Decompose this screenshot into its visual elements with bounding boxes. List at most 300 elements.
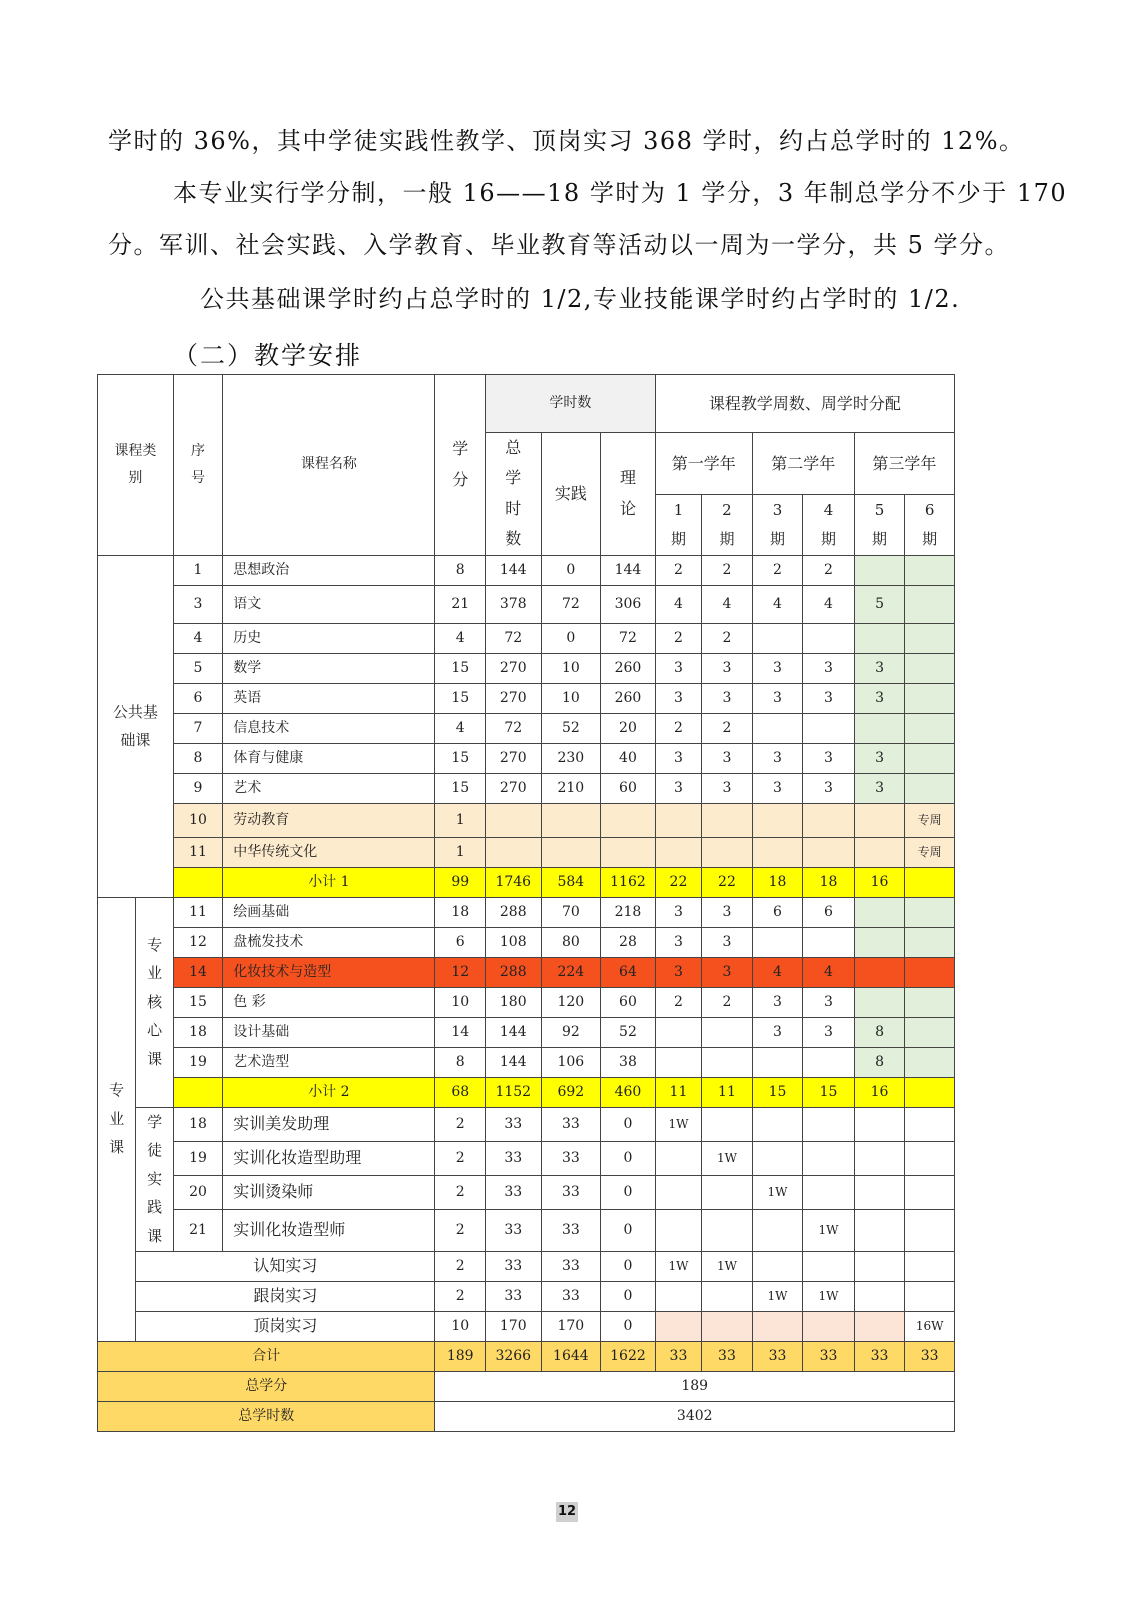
term-1-cell: 3 [655,897,701,927]
subtotal-number [173,867,223,897]
term-6-cell [905,555,955,585]
credit-cell: 2 [435,1141,486,1175]
term-4-cell: 3 [803,653,855,683]
header-term-4 [803,495,855,555]
header-category-label: 课程类别 [114,443,157,486]
course-name: 实训化妆造型师 [223,1209,435,1251]
total-hours-cell: 108 [485,927,541,957]
credit-cell: 10 [435,1311,486,1341]
practice-cell: 0 [541,623,601,653]
term-2-cell [702,1047,753,1077]
course-name: 信息技术 [223,713,435,743]
term-4-cell: 33 [803,1341,855,1371]
term-1-cell: 11 [655,1077,701,1107]
practice-cell: 584 [541,867,601,897]
total-hours-cell: 72 [485,623,541,653]
total-hours-cell: 288 [485,957,541,987]
row-number: 9 [173,773,223,803]
course-name: 语文 [223,585,435,623]
row-number: 5 [173,653,223,683]
row-number: 18 [173,1017,223,1047]
row-number: 11 [173,837,223,867]
term-6-cell [905,1209,955,1251]
term-6-cell: 专周 [905,837,955,867]
term-1-cell: 3 [655,927,701,957]
term-1-cell: 1W [655,1251,701,1281]
practice-cell: 72 [541,585,601,623]
table-row [98,1047,955,1077]
term-1-cell [655,1311,701,1341]
term-3-cell: 3 [752,987,803,1017]
term-6-label: 6期 [922,501,938,548]
header-weekly-group: 课程教学周数、周学时分配 [655,375,954,433]
table-row [98,1175,955,1209]
credit-cell: 2 [435,1251,486,1281]
header-total-hours [485,433,541,556]
course-name: 英语 [223,683,435,713]
term-5-cell [854,1209,905,1251]
row-number: 21 [173,1209,223,1251]
term-5-cell [854,1251,905,1281]
paragraph-3: 分。军训、社会实践、入学教育、毕业教育等活动以一周为一学分，共 5 学分。 [108,231,1011,259]
internship-name: 顶岗实习 [136,1311,435,1341]
course-name: 中华传统文化 [223,837,435,867]
credit-cell: 14 [435,1017,486,1047]
header-row-1 [98,375,955,433]
term-5-cell: 16 [854,867,905,897]
term-2-cell: 33 [702,1341,753,1371]
table-row [98,1209,955,1251]
practice-cell: 106 [541,1047,601,1077]
theory-cell: 260 [601,683,656,713]
term-3-cell: 6 [752,897,803,927]
category-public-basic [98,555,174,897]
total-hours-row [98,1401,955,1431]
term-3-cell [752,1209,803,1251]
term-2-cell [702,1281,753,1311]
theory-cell: 306 [601,585,656,623]
table-row [98,683,955,713]
term-3-label: 3期 [769,501,785,548]
credit-cell: 2 [435,1209,486,1251]
practice-cell: 10 [541,653,601,683]
table-row [98,803,955,837]
grand-total-label: 合计 [98,1341,435,1371]
term-2-cell: 2 [702,623,753,653]
term-3-cell: 1W [752,1281,803,1311]
total-hours-cell: 33 [485,1281,541,1311]
term-2-cell: 3 [702,927,753,957]
table-row [98,773,955,803]
total-hours-cell: 3266 [485,1341,541,1371]
total-hours-cell: 270 [485,773,541,803]
total-hours-label: 总学时数 [98,1401,435,1431]
term-6-cell [905,897,955,927]
theory-cell: 460 [601,1077,656,1107]
practice-cell: 120 [541,987,601,1017]
term-3-cell [752,1107,803,1141]
credit-cell: 68 [435,1077,486,1107]
total-hours-cell: 170 [485,1311,541,1341]
header-year3: 第三学年 [854,433,954,495]
table-row [98,897,955,927]
term-4-cell: 3 [803,1017,855,1047]
term-1-cell [655,1281,701,1311]
course-name: 艺术造型 [223,1047,435,1077]
table-row [98,743,955,773]
theory-cell: 40 [601,743,656,773]
table-row [98,1311,955,1341]
credit-cell: 15 [435,683,486,713]
term-4-cell: 1W [803,1281,855,1311]
header-theory-label: 理论 [619,468,636,518]
row-number: 20 [173,1175,223,1209]
header-credits [435,375,486,556]
practice-cell: 92 [541,1017,601,1047]
practice-cell: 33 [541,1107,601,1141]
total-hours-cell [485,837,541,867]
theory-cell: 218 [601,897,656,927]
table-row [98,957,955,987]
term-5-cell: 16 [854,1077,905,1107]
term-4-cell: 3 [803,683,855,713]
course-name: 思想政治 [223,555,435,585]
theory-cell: 0 [601,1107,656,1141]
term-3-cell: 3 [752,683,803,713]
term-6-cell [905,1017,955,1047]
term-6-cell [905,1077,955,1107]
term-6-cell [905,1047,955,1077]
header-year1 [655,433,752,495]
term-3-cell [752,837,803,867]
term-6-cell [905,623,955,653]
theory-cell: 0 [601,1281,656,1311]
theory-cell: 0 [601,1141,656,1175]
practice-cell: 224 [541,957,601,987]
total-hours-cell: 33 [485,1107,541,1141]
header-year1-label: 第一学年 [671,453,736,473]
term-6-cell [905,1281,955,1311]
row-number: 8 [173,743,223,773]
course-name: 体育与健康 [223,743,435,773]
term-6-cell [905,927,955,957]
term-2-cell [702,1017,753,1047]
credit-cell: 4 [435,713,486,743]
term-4-cell: 3 [803,987,855,1017]
term-6-cell [905,1141,955,1175]
credit-cell: 8 [435,1047,486,1077]
credit-cell: 2 [435,1281,486,1311]
row-number: 6 [173,683,223,713]
header-term-3 [752,495,803,555]
term-1-cell: 3 [655,653,701,683]
term-5-cell: 3 [854,683,905,713]
theory-cell: 0 [601,1175,656,1209]
header-total-hours-label: 总学时数 [505,438,522,549]
paragraph-4: 公共基础课学时约占总学时的 1/2,专业技能课学时约占学时的 1/2. [200,285,961,313]
practice-cell: 70 [541,897,601,927]
term-2-cell: 11 [702,1077,753,1107]
term-6-cell [905,1107,955,1141]
total-hours-cell: 270 [485,743,541,773]
term-2-cell [702,1107,753,1141]
header-category [98,375,174,556]
term-6-cell [905,957,955,987]
header-credits-label: 学分 [452,439,469,489]
term-5-cell [854,1107,905,1141]
theory-cell: 1622 [601,1341,656,1371]
term-1-cell: 2 [655,555,701,585]
table-row [98,927,955,957]
term-4-cell: 6 [803,897,855,927]
practice-cell: 52 [541,713,601,743]
term-3-cell: 3 [752,653,803,683]
total-credits-row [98,1371,955,1401]
term-6-cell [905,743,955,773]
term-5-cell [854,987,905,1017]
term-6-cell [905,713,955,743]
theory-cell: 72 [601,623,656,653]
term-6-cell [905,867,955,897]
category-apprentice-label: 学徒实践课 [147,1112,163,1245]
credit-cell: 6 [435,927,486,957]
term-3-cell: 3 [752,773,803,803]
total-hours-cell: 378 [485,585,541,623]
term-6-cell [905,773,955,803]
total-hours-cell: 270 [485,653,541,683]
theory-cell: 0 [601,1251,656,1281]
term-2-cell: 3 [702,743,753,773]
term-4-cell: 3 [803,743,855,773]
header-year2: 第二学年 [752,433,854,495]
term-2-cell: 2 [702,555,753,585]
course-name: 绘画基础 [223,897,435,927]
internship-name: 认知实习 [136,1251,435,1281]
term-6-cell: 16W [905,1311,955,1341]
header-term-6 [905,495,955,555]
term-5-cell: 3 [854,653,905,683]
course-name: 化妆技术与造型 [223,957,435,987]
table-row [98,1251,955,1281]
term-3-cell [752,623,803,653]
term-6-cell [905,1175,955,1209]
practice-cell: 33 [541,1251,601,1281]
theory-cell: 144 [601,555,656,585]
practice-cell: 80 [541,927,601,957]
term-3-cell [752,927,803,957]
header-theory [601,433,656,556]
header-term-1 [655,495,701,555]
table-body [98,375,955,1432]
row-number: 18 [173,1107,223,1141]
credit-cell: 4 [435,623,486,653]
term-2-cell: 4 [702,585,753,623]
table-row [98,987,955,1017]
table-row [98,713,955,743]
category-apprentice [136,1107,173,1251]
term-5-cell [854,1141,905,1175]
table-row [98,1141,955,1175]
course-name: 色 彩 [223,987,435,1017]
term-2-cell: 3 [702,773,753,803]
total-hours-cell: 33 [485,1141,541,1175]
table-row [98,1017,955,1047]
practice-cell: 170 [541,1311,601,1341]
term-5-cell: 8 [854,1017,905,1047]
subtotal-row [98,1077,955,1107]
practice-cell [541,837,601,867]
term-2-cell [702,1311,753,1341]
term-1-cell [655,1209,701,1251]
term-4-cell [803,1047,855,1077]
category-public-basic-label: 公共基础课 [112,702,158,750]
credit-cell: 1 [435,837,486,867]
term-1-cell [655,1175,701,1209]
paragraph-2: 本专业实行学分制，一般 16——18 学时为 1 学分，3 年制总学分不少于 170 [173,179,1068,207]
table-row [98,837,955,867]
term-1-cell: 2 [655,713,701,743]
course-name: 盘梳发技术 [223,927,435,957]
term-4-cell [803,1141,855,1175]
total-hours-cell: 144 [485,1017,541,1047]
term-5-cell: 8 [854,1047,905,1077]
credit-cell: 12 [435,957,486,987]
term-4-cell: 4 [803,957,855,987]
term-6-cell [905,683,955,713]
term-1-cell: 3 [655,773,701,803]
course-name: 实训烫染师 [223,1175,435,1209]
term-4-cell [803,837,855,867]
credit-cell: 1 [435,803,486,837]
practice-cell: 33 [541,1175,601,1209]
term-6-cell [905,653,955,683]
theory-cell: 60 [601,987,656,1017]
theory-cell: 1162 [601,867,656,897]
term-5-cell [854,803,905,837]
practice-cell: 33 [541,1209,601,1251]
term-2-cell [702,837,753,867]
theory-cell: 260 [601,653,656,683]
term-3-cell [752,1047,803,1077]
row-number: 19 [173,1047,223,1077]
term-3-cell: 4 [752,585,803,623]
term-4-cell [803,623,855,653]
paragraph-1: 学时的 36%，其中学徒实践性教学、顶岗实习 368 学时，约占总学时的 12%。 [108,127,1025,155]
term-3-cell: 33 [752,1341,803,1371]
term-4-cell: 2 [803,555,855,585]
term-4-cell: 4 [803,585,855,623]
term-4-label: 4期 [820,501,836,548]
row-number: 4 [173,623,223,653]
term-3-cell: 15 [752,1077,803,1107]
term-3-cell [752,1141,803,1175]
term-5-cell: 3 [854,743,905,773]
term-1-cell [655,1047,701,1077]
term-4-cell [803,927,855,957]
credit-cell: 21 [435,585,486,623]
practice-cell: 33 [541,1141,601,1175]
row-number: 19 [173,1141,223,1175]
header-number-label: 序号 [191,443,206,486]
header-hours-group: 学时数 [485,375,655,433]
credit-cell: 15 [435,743,486,773]
total-hours-cell [485,803,541,837]
section-heading: （二）教学安排 [173,341,363,370]
term-3-cell [752,1251,803,1281]
term-2-cell: 22 [702,867,753,897]
credit-cell: 99 [435,867,486,897]
course-name: 艺术 [223,773,435,803]
total-hours-cell: 144 [485,555,541,585]
total-hours-cell: 33 [485,1209,541,1251]
term-6-cell [905,987,955,1017]
term-4-cell [803,1311,855,1341]
course-name: 数学 [223,653,435,683]
term-1-cell: 2 [655,623,701,653]
credit-cell: 15 [435,653,486,683]
term-6-cell [905,585,955,623]
term-5-cell [854,1175,905,1209]
term-1-cell: 33 [655,1341,701,1371]
term-2-cell: 3 [702,897,753,927]
term-5-cell [854,555,905,585]
header-term-5 [854,495,905,555]
total-hours-cell: 33 [485,1251,541,1281]
practice-cell: 692 [541,1077,601,1107]
term-5-cell [854,897,905,927]
credit-cell: 18 [435,897,486,927]
practice-cell: 10 [541,683,601,713]
term-1-label: 1期 [670,501,686,548]
term-1-cell [655,1141,701,1175]
term-5-cell [854,623,905,653]
subtotal-number [173,1077,223,1107]
category-professional [98,897,136,1341]
theory-cell [601,837,656,867]
term-5-label: 5期 [872,501,888,548]
total-hours-cell: 288 [485,897,541,927]
subtotal-label: 小计 1 [223,867,435,897]
term-5-cell [854,837,905,867]
total-hours-cell: 72 [485,713,541,743]
term-3-cell: 4 [752,957,803,987]
term-2-cell: 3 [702,957,753,987]
row-number: 3 [173,585,223,623]
term-1-cell [655,803,701,837]
term-4-cell [803,1107,855,1141]
course-name: 实训美发助理 [223,1107,435,1141]
table-row [98,1281,955,1311]
header-number [173,375,223,556]
grand-total-row [98,1341,955,1371]
total-hours-cell: 33 [485,1175,541,1209]
term-4-cell: 15 [803,1077,855,1107]
term-4-cell [803,713,855,743]
term-4-cell: 1W [803,1209,855,1251]
term-5-cell [854,957,905,987]
credit-cell: 189 [435,1341,486,1371]
term-2-cell: 1W [702,1251,753,1281]
category-professional-label: 专业课 [109,1081,125,1157]
row-number: 10 [173,803,223,837]
term-1-cell: 22 [655,867,701,897]
row-number: 7 [173,713,223,743]
practice-cell: 210 [541,773,601,803]
term-3-cell [752,803,803,837]
total-credits-value: 189 [435,1371,955,1401]
table-row [98,585,955,623]
term-2-cell: 1W [702,1141,753,1175]
